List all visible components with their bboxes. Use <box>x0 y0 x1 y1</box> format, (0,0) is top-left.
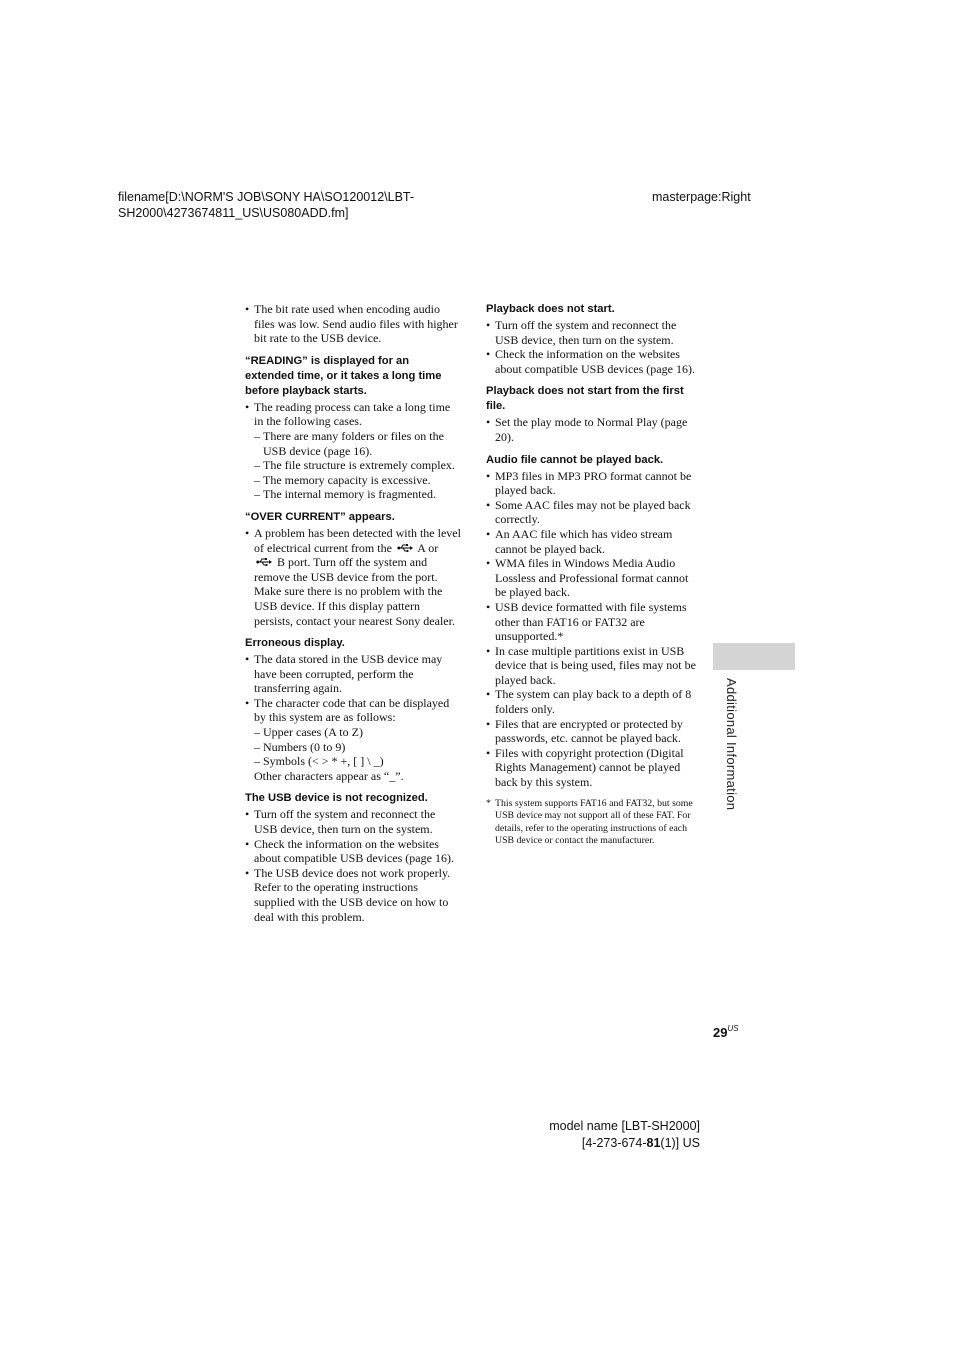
over-current-text-b: A or <box>417 540 439 555</box>
list-item: • Files with copyright protection (Digital Rights Management) cannot be played back by this system. <box>486 746 700 790</box>
list-item: • In case multiple partitions exist in USB device that is being used, files may not be played back. <box>486 644 700 688</box>
erroneous-note: Other characters appear as “_”. <box>254 768 404 783</box>
header-masterpage: masterpage:Right <box>652 190 751 204</box>
footnote-text: This system supports FAT16 and FAT32, but some USB device may not support all of these FAT. For details, refer to the operating instructions of each USB device or contact the manufacturer. <box>495 797 693 847</box>
side-section-label: Additional Information <box>724 678 739 811</box>
page-number-suffix: US <box>727 1024 739 1033</box>
list-item: • USB device formatted with file systems other than FAT16 or FAT32 are unsupported.* <box>486 600 700 644</box>
list-item: • The character code that can be displayed by this system are as follows: <box>245 696 461 725</box>
footnote-mark: * <box>486 797 491 809</box>
page-number <box>713 1024 739 1040</box>
section-heading-reading: “READING” is displayed for an extended time, or it takes a long time before playback starts. <box>245 354 442 397</box>
section-heading-audio-file: Audio file cannot be played back. <box>486 453 664 466</box>
model-code-bold: 81 <box>646 1136 661 1150</box>
section-heading-first-file: Playback does not start from the first file. <box>486 385 684 413</box>
list-item: • MP3 files in MP3 PRO format cannot be played back. <box>486 469 700 498</box>
left-column <box>245 302 461 924</box>
list-item <box>245 526 461 628</box>
model-name: model name [LBT-SH2000] <box>549 1119 700 1133</box>
list-item: • The bit rate used when encoding audio files was low. Send audio files with higher bit rate to the USB device. <box>245 302 461 346</box>
sub-item: – The file structure is extremely complex. <box>245 458 461 473</box>
usb-icon <box>397 543 413 553</box>
section-heading-erroneous: Erroneous display. <box>245 637 345 650</box>
model-code-prefix: [4-273-674- <box>581 1136 647 1150</box>
list-item: • Check the information on the websites about compatible USB devices (page 16). <box>486 347 700 376</box>
list-item: • Turn off the system and reconnect the USB device, then turn on the system. <box>486 318 700 347</box>
footer-model-info <box>549 1118 700 1152</box>
list-item: • The USB device does not work properly. Refer to the operating instructions supplied with the USB device on how to deal with this problem. <box>245 866 461 924</box>
page-number-value: 29 <box>713 1025 728 1040</box>
sub-item: – The internal memory is fragmented. <box>245 487 461 502</box>
header-filename: filename[D:\NORM'S JOB\SONY HA\SO120012\LBT-SH2000\4273674811_US\US080ADD.fm] <box>118 190 415 220</box>
list-item: • The data stored in the USB device may have been corrupted, perform the transferring again. <box>245 652 461 696</box>
list-item: • Set the play mode to Normal Play (page 20). <box>486 415 700 444</box>
list-item: • An AAC file which has video stream cannot be played back. <box>486 527 700 556</box>
section-heading-over-current: “OVER CURRENT” appears. <box>245 510 395 523</box>
list-item: • The reading process can take a long time in the following cases. <box>245 400 461 429</box>
sub-item: – There are many folders or files on the USB device (page 16). <box>245 429 461 458</box>
footnote <box>486 798 700 848</box>
sub-item: – Upper cases (A to Z) <box>245 725 461 740</box>
section-tab-marker <box>713 643 795 670</box>
usb-icon <box>256 557 272 567</box>
list-item: • Files that are encrypted or protected by passwords, etc. cannot be played back. <box>486 717 700 746</box>
list-item: • The system can play back to a depth of 8 folders only. <box>486 687 700 716</box>
over-current-text-a: A problem has been detected with the level of electrical current from the <box>254 525 461 555</box>
list-item: • WMA files in Windows Media Audio Lossless and Professional format cannot be played back. <box>486 556 700 600</box>
sub-item: – Symbols (< > * +, [ ] \ _) <box>245 754 461 769</box>
right-column <box>486 302 700 848</box>
list-item: • Turn off the system and reconnect the USB device, then turn on the system. <box>245 807 461 836</box>
model-code <box>549 1135 700 1152</box>
over-current-text-c: B port. Turn off the system and remove the USB device from the port. Make sure there is no problem with the USB device. If this display pattern persists, contact your nearest Sony dealer. <box>254 555 455 628</box>
model-code-suffix: (1)] US <box>660 1136 700 1150</box>
list-item: • Check the information on the websites about compatible USB devices (page 16). <box>245 837 461 866</box>
section-heading-no-playback: Playback does not start. <box>486 303 615 315</box>
section-heading-not-recognized: The USB device is not recognized. <box>245 792 428 805</box>
sub-item: – Numbers (0 to 9) <box>245 740 461 755</box>
list-item: • Some AAC files may not be played back correctly. <box>486 498 700 527</box>
sub-item: – The memory capacity is excessive. <box>245 473 461 488</box>
